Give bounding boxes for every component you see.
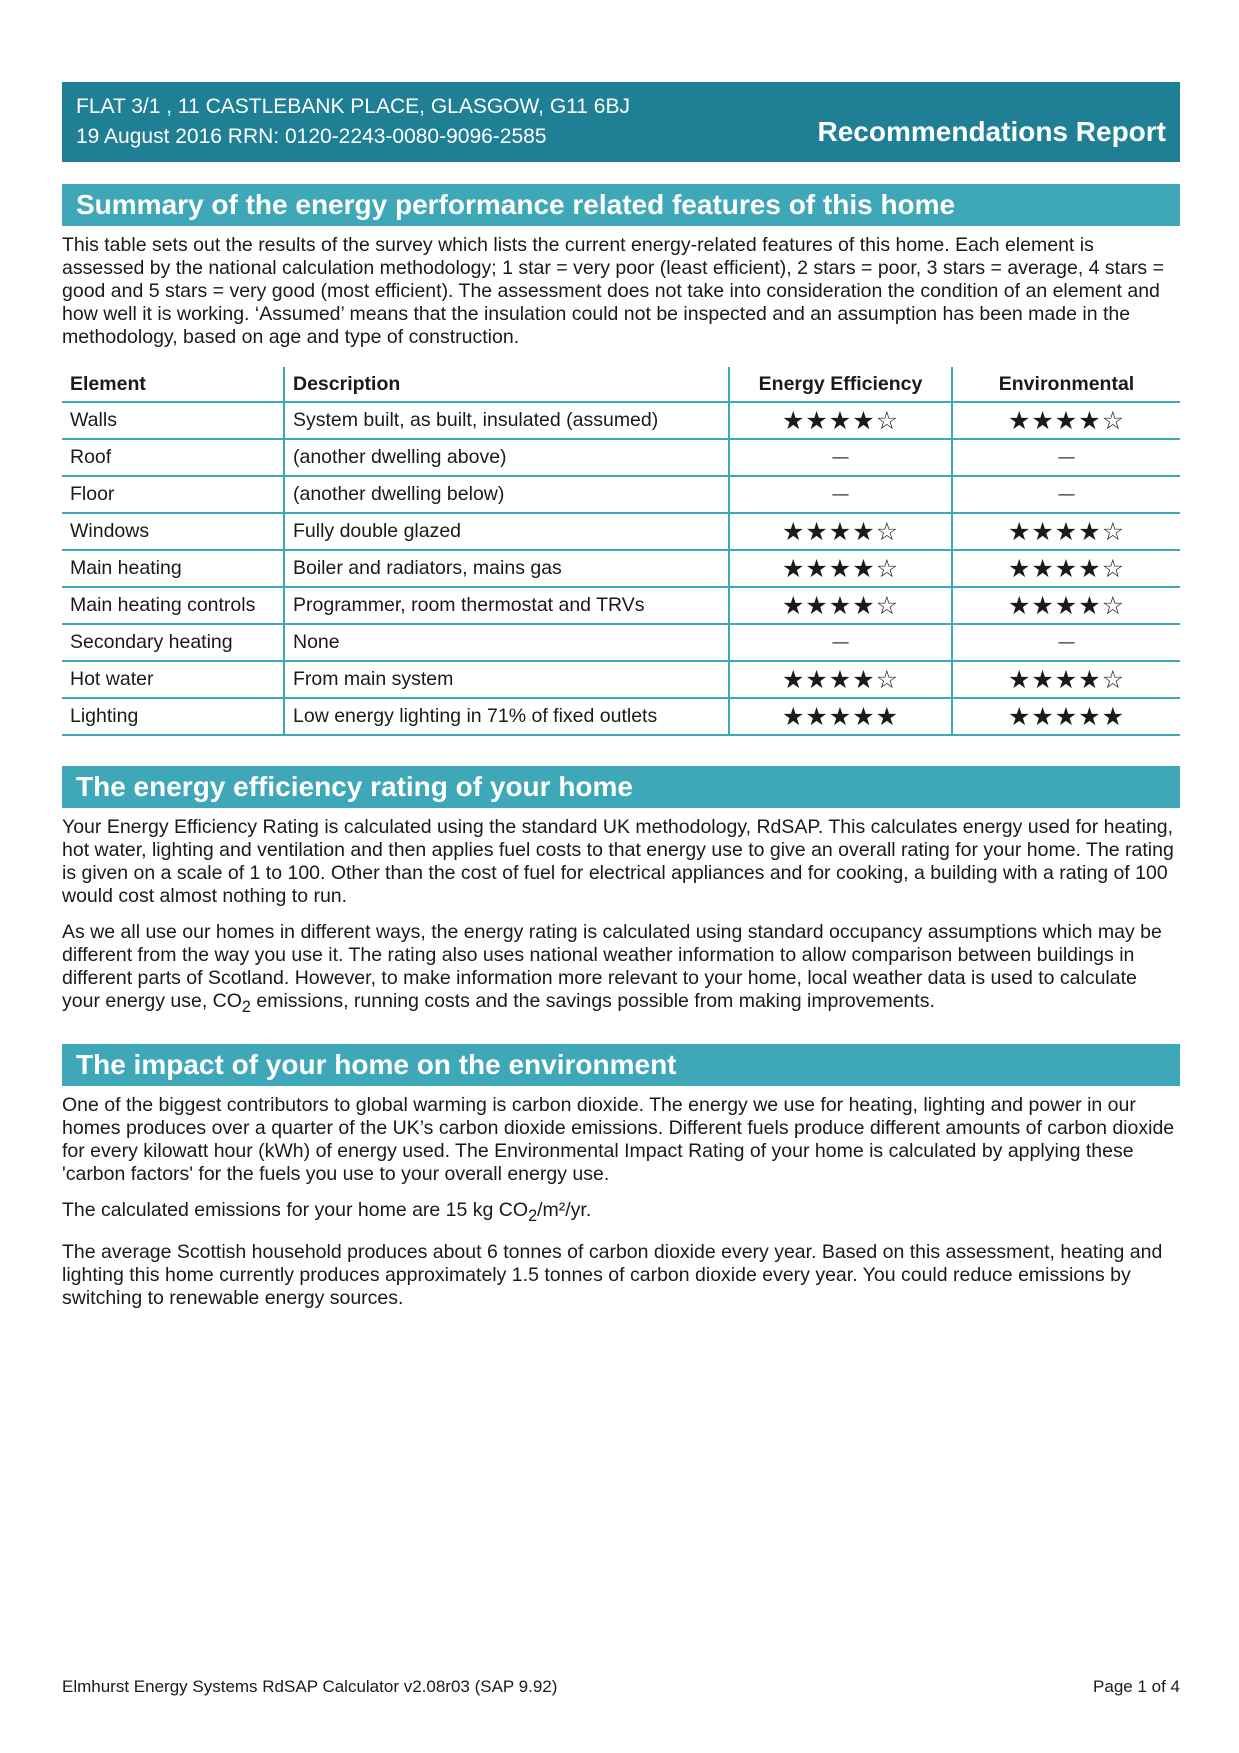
table-row xyxy=(62,476,1180,513)
col-element: Element xyxy=(62,367,284,402)
not-applicable-mark: — xyxy=(1057,484,1076,505)
element-cell: Windows xyxy=(62,513,284,550)
col-environmental: Environmental xyxy=(952,367,1180,402)
rating-p2-text-end: emissions, running costs and the savings possible from making improvements. xyxy=(250,990,935,1012)
environment-paragraph-1: One of the biggest contributors to global warming is carbon dioxide. The energy we use for heating, lighting and power in our homes produces over a quarter of the UK’s carbon dioxide emissions. Different fuels produce different amounts of carbon dioxide for every kilowatt hour (kWh) of energy used. The Environmental Impact Rating of your home is calculated by applying these 'carbon factors' for the fuels you use to your overall energy use. xyxy=(62,1093,1175,1185)
table-row xyxy=(62,402,1180,439)
not-applicable-mark: — xyxy=(831,632,850,653)
efficiency-rating-cell xyxy=(729,476,952,513)
element-cell: Lighting xyxy=(62,698,284,735)
environmental-rating-cell xyxy=(952,476,1180,513)
star-rating: ★★★★☆ xyxy=(1007,665,1126,694)
efficiency-rating-cell xyxy=(729,624,952,661)
emissions-text: The calculated emissions for your home are 15 kg CO xyxy=(62,1198,529,1221)
element-cell: Main heating controls xyxy=(62,587,284,624)
environmental-rating-cell xyxy=(952,587,1180,624)
efficiency-rating-cell xyxy=(729,661,952,698)
col-description: Description xyxy=(284,367,729,402)
not-applicable-mark: — xyxy=(831,484,850,505)
page-number: Page 1 of 4 xyxy=(1093,1677,1180,1696)
element-cell: Secondary heating xyxy=(62,624,284,661)
table-row xyxy=(62,661,1180,698)
description-cell: Fully double glazed xyxy=(284,513,729,550)
features-table xyxy=(62,367,1180,736)
not-applicable-mark: — xyxy=(1057,447,1076,468)
description-cell: (another dwelling below) xyxy=(284,476,729,513)
col-energy-efficiency: Energy Efficiency xyxy=(729,367,952,402)
description-cell: System built, as built, insulated (assumed) xyxy=(284,402,729,439)
features-table-header xyxy=(62,367,1180,402)
star-rating: ★★★★☆ xyxy=(1007,406,1126,435)
environmental-rating-cell xyxy=(952,698,1180,735)
table-row xyxy=(62,587,1180,624)
report-title: Recommendations Report xyxy=(817,116,1166,147)
rating-p2-text: As we all use our homes in different ways, the energy rating is calculated using standard occupancy assumptions which may be different from the way you use it. The rating also uses national weather information to allow comparison between buildings in different parts of Scotland. However, to make information more relevant to your home, local weather data is used to calculate your energy use, CO xyxy=(62,921,1162,1012)
efficiency-rating-cell xyxy=(729,439,952,476)
environmental-rating-cell xyxy=(952,550,1180,587)
environmental-rating-cell xyxy=(952,402,1180,439)
efficiency-rating-cell xyxy=(729,513,952,550)
efficiency-rating-cell xyxy=(729,550,952,587)
element-cell: Walls xyxy=(62,402,284,439)
rating-section-title: The energy efficiency rating of your home xyxy=(62,766,1180,808)
not-applicable-mark: — xyxy=(831,447,850,468)
element-cell: Roof xyxy=(62,439,284,476)
emissions-statement xyxy=(62,1199,1180,1228)
description-cell: Programmer, room thermostat and TRVs xyxy=(284,587,729,624)
star-rating: ★★★★☆ xyxy=(781,406,900,435)
rating-paragraph-2 xyxy=(62,921,1180,1019)
table-row xyxy=(62,513,1180,550)
environment-paragraph-3: The average Scottish household produces about 6 tonnes of carbon dioxide every year. Based on this assessment, heating and lighting this home currently produces approximately 1.5 tonnes of carbon dioxide every year. You could reduce emissions by switching to renewable energy sources. xyxy=(62,1240,1163,1309)
software-version: Elmhurst Energy Systems RdSAP Calculator v2.08r03 (SAP 9.92) xyxy=(62,1677,558,1696)
description-cell: (another dwelling above) xyxy=(284,439,729,476)
table-row xyxy=(62,698,1180,735)
description-cell: Boiler and radiators, mains gas xyxy=(284,550,729,587)
element-cell: Main heating xyxy=(62,550,284,587)
star-rating: ★★★★★ xyxy=(781,702,900,731)
emissions-unit: /m²/yr. xyxy=(537,1198,592,1221)
description-cell: From main system xyxy=(284,661,729,698)
environmental-rating-cell xyxy=(952,439,1180,476)
property-address: FLAT 3/1 , 11 CASTLEBANK PLACE, GLASGOW, G11 6BJ xyxy=(76,95,630,118)
environment-section-title: The impact of your home on the environment xyxy=(62,1044,1180,1086)
environmental-rating-cell xyxy=(952,661,1180,698)
co2-subscript: 2 xyxy=(528,1206,538,1225)
element-cell: Hot water xyxy=(62,661,284,698)
environmental-rating-cell xyxy=(952,513,1180,550)
star-rating: ★★★★☆ xyxy=(781,517,900,546)
date-and-rrn: 19 August 2016 RRN: 0120-2243-0080-9096-2585 xyxy=(76,125,547,148)
environmental-rating-cell xyxy=(952,624,1180,661)
efficiency-rating-cell xyxy=(729,402,952,439)
header-address-block xyxy=(76,92,630,152)
star-rating: ★★★★☆ xyxy=(781,554,900,583)
description-cell: None xyxy=(284,624,729,661)
summary-intro: This table sets out the results of the survey which lists the current energy-related features of this home. Each element is assessed by the national calculation methodology; 1 star = very poor (least efficient), 2 stars = poor, 3 stars = average, 4 stars = good and 5 stars = very good (most efficient). The assessment does not take into consideration the condition of an element and how well it is working. ‘Assumed’ means that the insulation could not be inspected and an assumption has been made in the methodology, based on age and type of construction. xyxy=(62,234,1164,348)
table-row xyxy=(62,624,1180,661)
rating-paragraph-1: Your Energy Efficiency Rating is calculated using the standard UK methodology, RdSAP. This calculates energy used for heating, hot water, lighting and ventilation and then applies fuel costs to that energy use to give an overall rating for your home. The rating is given on a scale of 1 to 100. Other than the cost of fuel for electrical appliances and for cooking, a building with a rating of 100 would cost almost nothing to run. xyxy=(62,816,1174,907)
star-rating: ★★★★☆ xyxy=(781,591,900,620)
star-rating: ★★★★☆ xyxy=(1007,517,1126,546)
report-page xyxy=(62,82,1180,1310)
star-rating: ★★★★★ xyxy=(1007,702,1126,731)
star-rating: ★★★★☆ xyxy=(781,665,900,694)
co2-subscript: 2 xyxy=(241,997,251,1016)
table-row xyxy=(62,550,1180,587)
star-rating: ★★★★☆ xyxy=(1007,591,1126,620)
report-header xyxy=(62,82,1180,162)
element-cell: Floor xyxy=(62,476,284,513)
description-cell: Low energy lighting in 71% of fixed outlets xyxy=(284,698,729,735)
summary-section-title: Summary of the energy performance related features of this home xyxy=(62,184,1180,226)
star-rating: ★★★★☆ xyxy=(1007,554,1126,583)
table-row xyxy=(62,439,1180,476)
efficiency-rating-cell xyxy=(729,587,952,624)
not-applicable-mark: — xyxy=(1057,632,1076,653)
efficiency-rating-cell xyxy=(729,698,952,735)
